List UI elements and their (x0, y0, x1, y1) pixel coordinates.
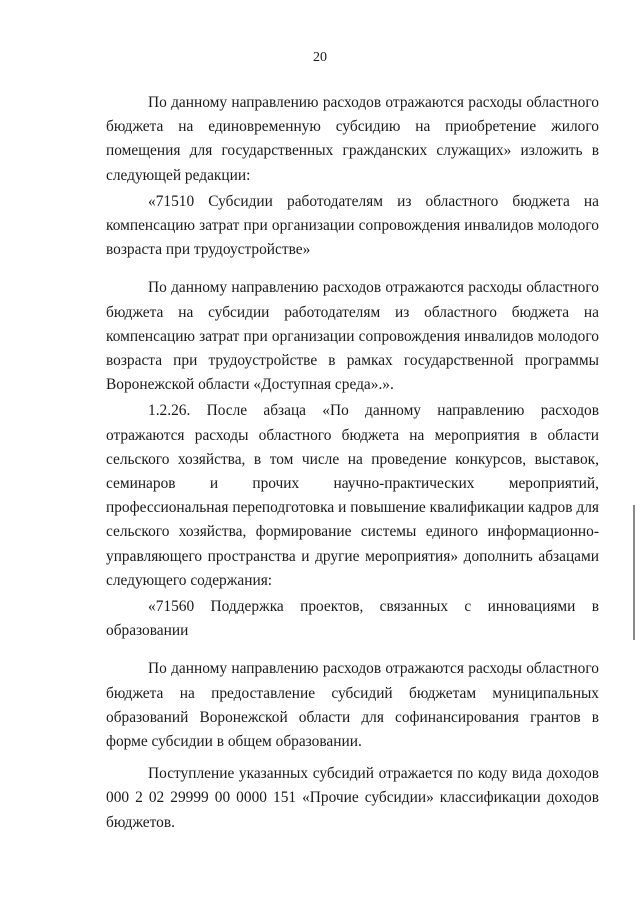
paragraph-6: По данному направлению расходов отражаются расходы областного бюджета на предоставление субсидий бюджетам муниципальных образований Воронежской области для софинансирования грантов в форме субсидии в общем образовании. (106, 660, 599, 751)
paragraph-4-item-1-2-26: 1.2.26. После абзаца «По данному направлению расходов отражаются расходы областного бюджета на мероприятия в области сельского хозяйства, в том числе на проведение конкурсов, выставок, семинаров и прочих научно-практических мероприятий, профессиональная переподготовка и повышение квалификации кадров для сельского хозяйства, формирование системы единого информационно-управляющего пространства и другие мероприятия» дополнить абзацами следующего содержания: (106, 402, 599, 589)
scan-edge-mark (633, 505, 635, 640)
paragraph-7: Поступление указанных субсидий отражается по коду вида доходов 000 2 02 29999 00 0000 151 «Прочие субсидии» классификации доходов бюджетов. (106, 765, 599, 831)
page-number: 20 (313, 50, 327, 65)
paragraph-5-code-71560: «71560 Поддержка проектов, связанных с инновациями в образовании (106, 598, 599, 640)
document-body (106, 91, 599, 835)
paragraph-2-code-71510: «71510 Субсидии работодателям из областного бюджета на компенсацию затрат при организации сопровождения инвалидов молодого возраста при трудоустройстве» (106, 192, 599, 259)
paragraph-1: По данному направлению расходов отражаются расходы областного бюджета на единовременную субсидию на приобретение жилого помещения для государственных гражданских служащих» изложить в следующей редакции: (106, 94, 599, 184)
paragraph-3: По данному направлению расходов отражаются расходы областного бюджета на субсидии работодателям из областного бюджета на компенсацию затрат при организации сопровождения инвалидов молодого возраста при трудоустройстве в рамках государственной программы Воронежской области «Доступная среда».». (106, 279, 599, 394)
